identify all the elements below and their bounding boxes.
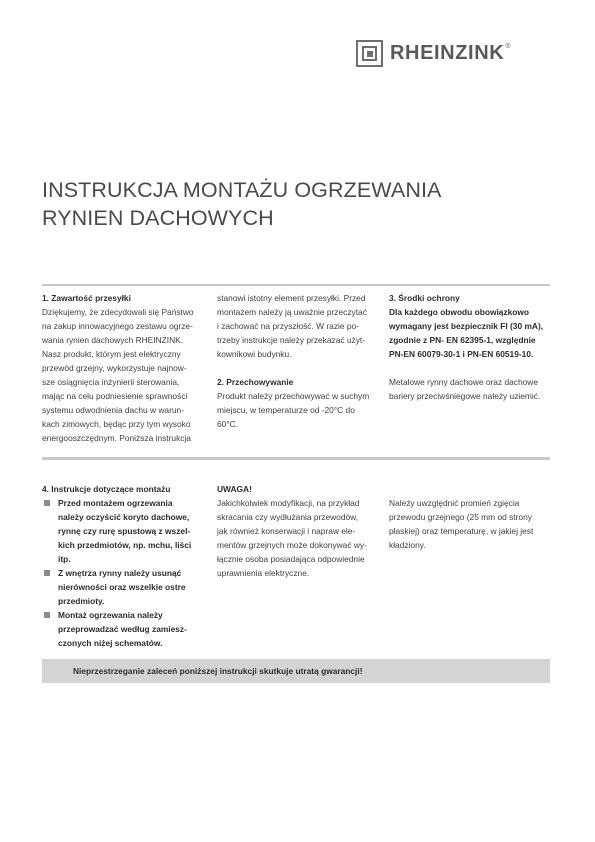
bullet-square-icon [44, 500, 50, 506]
text-line: jak również konserwacji i napraw ele- [217, 526, 356, 536]
text-line: rynnę czy rurę spustową z wszel- [58, 526, 191, 536]
text-line: płaskiej) oraz temperaturę, w jakiej jest [389, 526, 534, 536]
text-line: trzeby instrukcje należy przekazać użyt- [217, 335, 366, 345]
text-line: kach zimowych, będąc przy tym wysoko [42, 419, 191, 429]
list-item [42, 566, 206, 608]
text-line: Metalowe rynny dachowe oraz dachowe [389, 377, 538, 387]
text-line: Należy uwzględnić promień zgięcia [389, 498, 520, 508]
text-line: Z wnętrza rynny należy usunąć [58, 568, 182, 578]
section-storage-heading: 2. Przechowywanie [217, 377, 294, 387]
text-line: Przed montażem ogrzewania [58, 498, 173, 508]
section-bend-radius [389, 482, 552, 552]
text-line: sze osiągnięcia inżynierii sterowania, [42, 377, 180, 387]
list-item [42, 608, 206, 650]
text-line: przewodu grzejnego (25 mm od strony [389, 512, 532, 522]
text-line: kładziony. [389, 540, 426, 550]
text-line: itp. [58, 554, 71, 564]
page-title-line-1: INSTRUKCJA MONTAŻU OGRZEWANIA [42, 178, 442, 202]
text-line: mając na celu podniesienie sprawności [42, 391, 188, 401]
text-line: miejscu, w temperaturze od -20°C do [217, 405, 355, 415]
installation-steps-list [42, 496, 206, 650]
page-title-line-2: RYNIEN DACHOWYCH [42, 206, 274, 230]
middle-divider [42, 457, 550, 460]
section-protection-heading: 3. Środki ochrony [389, 293, 460, 303]
brand-name: RHEINZINK [390, 41, 505, 64]
section-contents-continued [217, 291, 380, 431]
text-line: stanowi istotny element przesyłki. Przed [217, 293, 366, 303]
text-line: przeprowadzać według zamiesz- [58, 624, 187, 634]
text-line: i zachować na przyszłość. W razie po- [217, 321, 359, 331]
section-installation [42, 482, 206, 650]
section-installation-heading: 4. Instrukcje dotyczące montażu [42, 484, 171, 494]
text-line: skracania czy wydłużania przewodów, [217, 512, 359, 522]
text-line: Nasz produkt, którym jest elektryczny [42, 349, 181, 359]
text-line: systemu odwodnienia dachu w warun- [42, 405, 184, 415]
section-contents [42, 291, 206, 445]
text-line: montażem należy ją uważnie przeczytać [217, 307, 367, 317]
text-line: uprawnienia elektryczne. [217, 568, 310, 578]
bullet-square-icon [44, 612, 50, 618]
list-item [42, 496, 206, 566]
text-line: nierówności oraz wszelkie ostre [58, 582, 186, 592]
text-line: na zakup innowacyjnego zestawu ogrze- [42, 321, 193, 331]
text-line: mentów grzejnych może dokonywać wy- [217, 540, 367, 550]
page-title [42, 176, 552, 232]
text-line: czonych niżej schematów. [58, 638, 163, 648]
rheinzink-logo [356, 39, 510, 67]
protection-requirement-line: zgodnie z PN- EN 62395-1, względnie [389, 335, 536, 345]
text-line: łącznie osoba posiadająca odpowiednie [217, 554, 365, 564]
bullet-square-icon [44, 570, 50, 576]
text-line: wania rynien dachowych RHEINZINK. [42, 335, 184, 345]
text-line: Jakichkolwiek modyfikacji, na przykład [217, 498, 360, 508]
warranty-warning-bar: Nieprzestrzeganie zaleceń poniższej instrukcji skutkuje utratą gwarancji! [42, 659, 550, 683]
text-line: kich przedmiotów, np. mchu, liści [58, 540, 192, 550]
section-contents-heading: 1. Zawartość przesyłki [42, 293, 131, 303]
text-line: energooszczędnym. Poniższa instrukcja [42, 433, 191, 443]
text-line: należy oczyścić koryto dachowe, [58, 512, 190, 522]
section-warning [217, 482, 380, 580]
text-line: Dziękujemy, że zdecydowali się Państwo [42, 307, 194, 317]
warning-heading: UWAGA! [217, 484, 252, 494]
top-divider [42, 284, 550, 286]
registered-mark: ® [505, 43, 511, 50]
protection-requirement-line: Dla każdego obwodu obowiązkowo [389, 307, 530, 317]
text-line: 60°C. [217, 419, 239, 429]
text-line: Montaż ogrzewania należy [58, 610, 163, 620]
text-line: przedmioty. [58, 596, 105, 606]
protection-requirement-line: wymagany jest bezpiecznik FI (30 mA), [389, 321, 544, 331]
rheinzink-logo-mark [356, 40, 383, 67]
protection-requirement-line: PN-EN 60079-30-1 i PN-EN 60519-10. [389, 349, 534, 359]
text-line: Produkt należy przechowywać w suchym [217, 391, 370, 401]
section-protection [389, 291, 552, 403]
text-line: bariery przeciwśniegowe należy uziemić. [389, 391, 541, 401]
text-line: przewód grzejny, wykorzystuje najnow- [42, 363, 187, 373]
text-line: kownikowi budynku. [217, 349, 292, 359]
